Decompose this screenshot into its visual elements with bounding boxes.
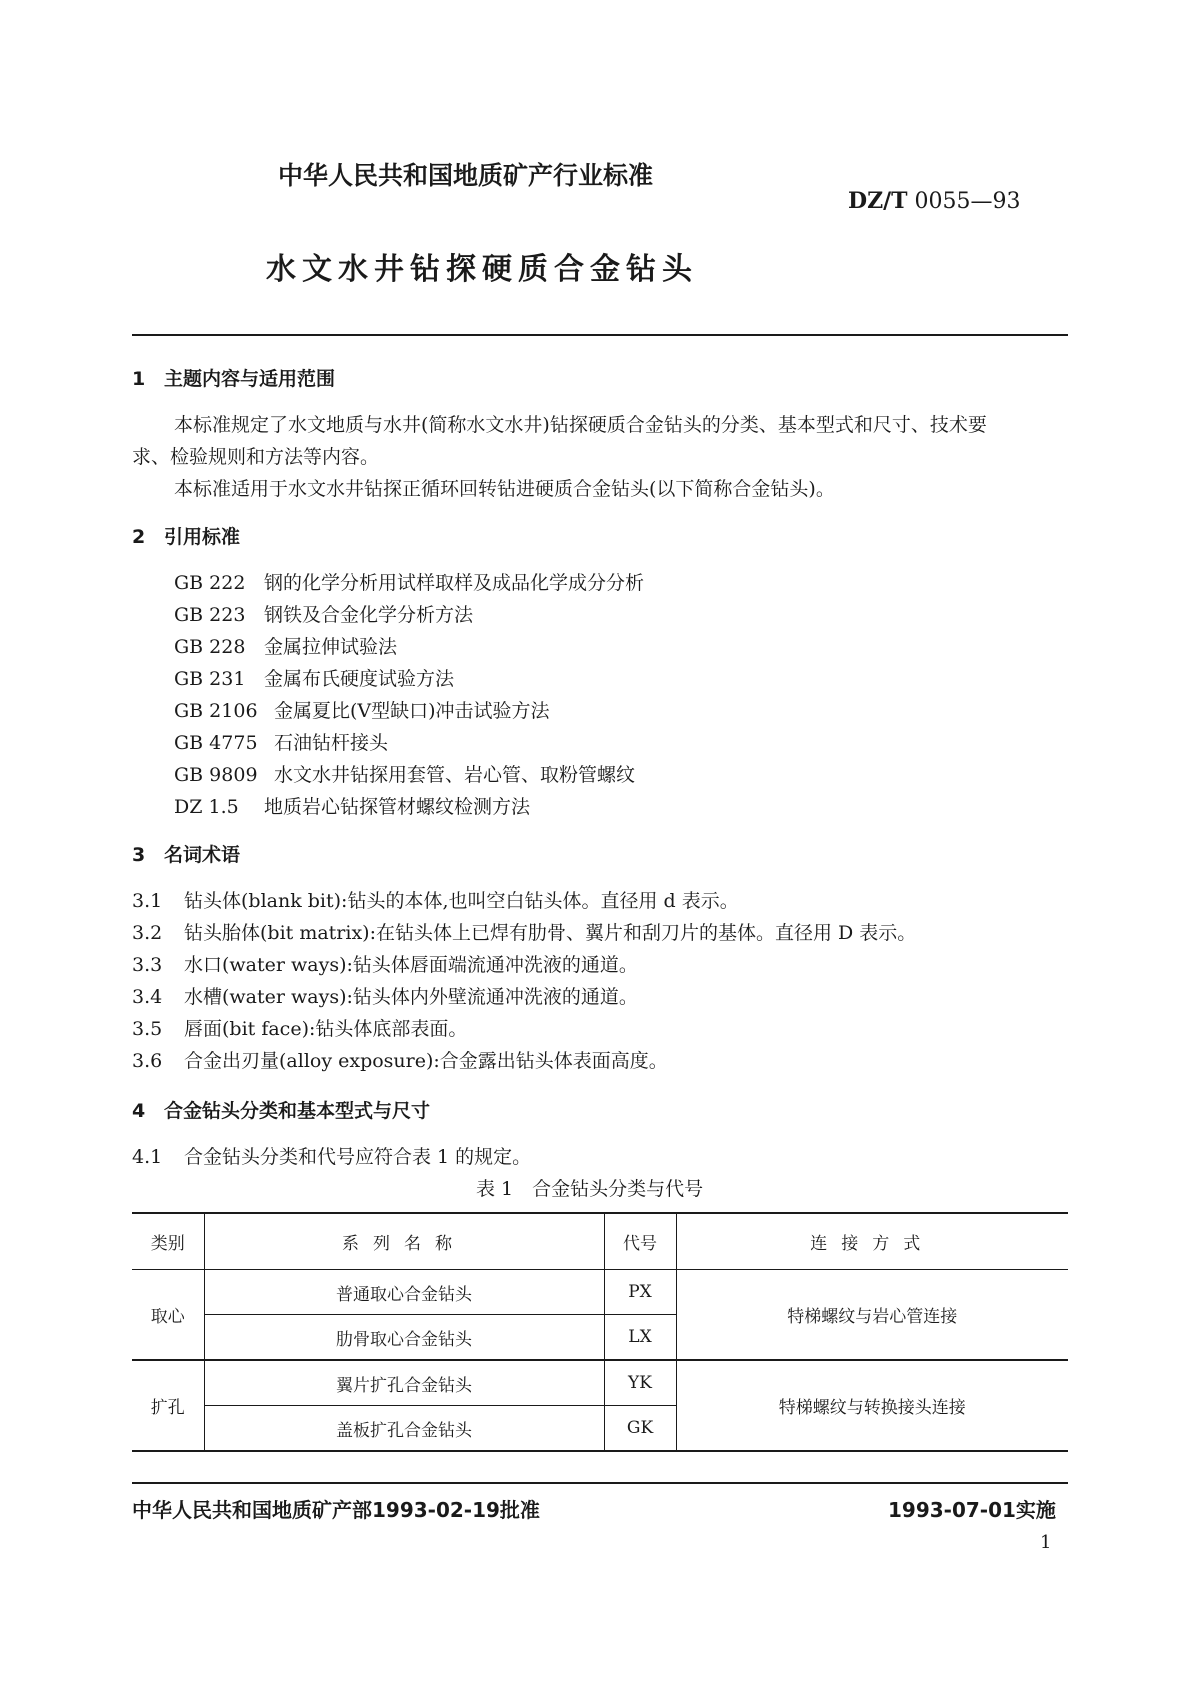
- code-cell: YK: [604, 1360, 676, 1406]
- reference-item: [174, 760, 635, 787]
- reference-title: 地质岩心钻探管材螺纹检测方法: [264, 796, 531, 818]
- reference-code: GB 9809: [174, 764, 258, 786]
- series-name-cell: 盖板扩孔合金钻头: [204, 1406, 604, 1452]
- term-number: 3.1: [132, 890, 163, 912]
- section-3-title: 名词术语: [164, 844, 241, 866]
- section-2-heading: [132, 522, 240, 549]
- footer-rule: [132, 1482, 1068, 1484]
- section-1-para-2: 本标准适用于水文水井钻探正循环回转钻进硬质合金钻头(以下简称合金钻头)。: [174, 478, 835, 500]
- standard-code: [848, 188, 1021, 214]
- term-item: [132, 918, 916, 945]
- reference-code: GB 4775: [174, 732, 258, 754]
- reference-item: [174, 568, 644, 595]
- code-cell: GK: [604, 1406, 676, 1452]
- reference-title: 金属拉伸试验法: [264, 636, 398, 658]
- header-connection: 连接方式: [676, 1213, 1068, 1270]
- section-1-para-1-cont: 求、检验规则和方法等内容。: [132, 446, 380, 468]
- term-text: 钻头体(blank bit):钻头的本体,也叫空白钻头体。直径用 d 表示。: [184, 890, 739, 912]
- term-number: 3.4: [132, 986, 163, 1008]
- section-1-number: 1: [132, 368, 146, 390]
- code-cell: LX: [604, 1315, 676, 1361]
- document-title: 水文水井钻探硬质合金钻头: [266, 252, 698, 287]
- page-number: 1: [1040, 1532, 1052, 1553]
- code-cell: PX: [604, 1270, 676, 1315]
- section-4-heading: [132, 1096, 430, 1123]
- section-3-number: 3: [132, 844, 146, 866]
- section-1-heading: [132, 364, 335, 391]
- series-name-cell: 翼片扩孔合金钻头: [204, 1360, 604, 1406]
- standard-code-prefix: DZ/T: [848, 188, 908, 214]
- reference-title: 钢的化学分析用试样取样及成品化学成分分析: [264, 572, 645, 594]
- term-item: [132, 982, 638, 1009]
- term-number: 3.5: [132, 1018, 163, 1040]
- header-code: 代号: [604, 1213, 676, 1270]
- clause-number: 4.1: [132, 1146, 163, 1168]
- standard-code-number: 0055—93: [914, 189, 1021, 214]
- term-text: 水槽(water ways):钻头体内外壁流通冲洗液的通道。: [184, 986, 638, 1008]
- term-text: 唇面(bit face):钻头体底部表面。: [184, 1018, 468, 1040]
- reference-title: 钢铁及合金化学分析方法: [264, 604, 474, 626]
- section-4-title: 合金钻头分类和基本型式与尺寸: [164, 1100, 431, 1122]
- term-text: 合金出刃量(alloy exposure):合金露出钻头体表面高度。: [184, 1050, 668, 1072]
- reference-item: [174, 696, 550, 723]
- category-cell: 取心: [132, 1270, 204, 1361]
- section-2-number: 2: [132, 526, 146, 548]
- section-4-number: 4: [132, 1100, 146, 1122]
- section-3-heading: [132, 840, 240, 867]
- reference-code: GB 231: [174, 668, 246, 690]
- table-row: [132, 1270, 1068, 1315]
- term-text: 钻头胎体(bit matrix):在钻头体上已焊有肋骨、翼片和刮刀片的基体。直径用 D 表示。: [184, 922, 917, 944]
- connection-cell: 特梯螺纹与岩心管连接: [676, 1270, 1068, 1361]
- table-caption: 表 1 合金钻头分类与代号: [476, 1178, 704, 1200]
- reference-code: GB 2106: [174, 700, 258, 722]
- reference-code: DZ 1.5: [174, 796, 239, 818]
- clause-4-1: [132, 1142, 531, 1169]
- series-name-cell: 普通取心合金钻头: [204, 1270, 604, 1315]
- reference-item: [174, 632, 397, 659]
- clause-text: 合金钻头分类和代号应符合表 1 的规定。: [184, 1146, 532, 1168]
- term-number: 3.3: [132, 954, 163, 976]
- reference-item: [174, 792, 530, 819]
- series-name-cell: 肋骨取心合金钻头: [204, 1315, 604, 1361]
- reference-item: [174, 728, 388, 755]
- classification-table: [132, 1212, 1068, 1452]
- reference-code: GB 223: [174, 604, 246, 626]
- term-item: [132, 886, 739, 913]
- connection-cell: 特梯螺纹与转换接头连接: [676, 1360, 1068, 1451]
- section-1-title: 主题内容与适用范围: [164, 368, 336, 390]
- term-number: 3.6: [132, 1050, 163, 1072]
- header-rule: [132, 334, 1068, 336]
- section-1-para-1: 本标准规定了水文地质与水井(简称水文水井)钻探硬质合金钻头的分类、基本型式和尺寸、技术要: [174, 414, 987, 436]
- table-header-row: [132, 1213, 1068, 1270]
- reference-title: 金属夏比(V型缺口)冲击试验方法: [274, 700, 550, 722]
- term-item: [132, 1046, 668, 1073]
- header-series-name: 系列名称: [204, 1213, 604, 1270]
- reference-code: GB 228: [174, 636, 246, 658]
- category-cell: 扩孔: [132, 1360, 204, 1451]
- header-category: 类别: [132, 1213, 204, 1270]
- table-row: [132, 1360, 1068, 1406]
- reference-item: [174, 600, 473, 627]
- approval-date: 中华人民共和国地质矿产部1993-02-19批准: [132, 1498, 540, 1522]
- effective-date: 1993-07-01实施: [888, 1498, 1056, 1522]
- term-item: [132, 950, 638, 977]
- reference-item: [174, 664, 454, 691]
- reference-code: GB 222: [174, 572, 246, 594]
- reference-title: 水文水井钻探用套管、岩心管、取粉管螺纹: [274, 764, 636, 786]
- term-item: [132, 1014, 467, 1041]
- term-text: 水口(water ways):钻头体唇面端流通冲洗液的通道。: [184, 954, 638, 976]
- term-number: 3.2: [132, 922, 163, 944]
- section-2-title: 引用标准: [164, 526, 241, 548]
- reference-title: 金属布氏硬度试验方法: [264, 668, 455, 690]
- reference-title: 石油钻杆接头: [274, 732, 389, 754]
- issuer-title: 中华人民共和国地质矿产行业标准: [278, 161, 654, 190]
